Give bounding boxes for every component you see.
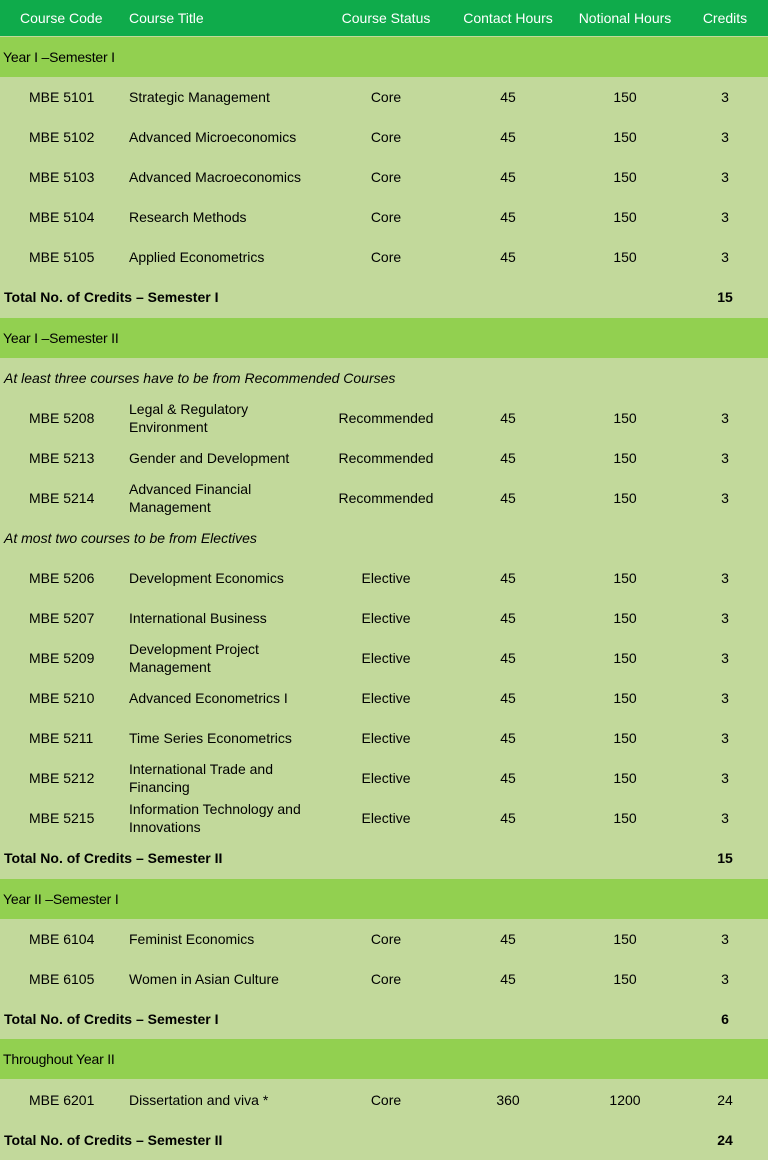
header-course-code: Course Code — [20, 10, 103, 26]
contact-hours: 45 — [500, 690, 516, 706]
course-code: MBE 5103 — [29, 169, 95, 185]
course-status: Recommended — [338, 490, 434, 506]
course-code: MBE 5212 — [29, 770, 95, 786]
course-title: Information Technology and Innovations — [129, 801, 301, 835]
table-row — [0, 197, 768, 237]
contact-hours: 45 — [500, 810, 516, 826]
course-status: Core — [370, 89, 402, 105]
course-code: MBE 5207 — [29, 610, 95, 626]
course-status: Elective — [361, 610, 411, 626]
notional-hours: 150 — [613, 169, 637, 185]
header-course-status: Course Status — [341, 10, 431, 26]
table-row — [0, 919, 768, 959]
total-label: Total No. of Credits – Semester I — [4, 1011, 219, 1027]
section-year1-sem1 — [0, 37, 768, 77]
course-code: MBE 5209 — [29, 650, 95, 666]
contact-hours: 45 — [500, 610, 516, 626]
course-code: MBE 5102 — [29, 129, 95, 145]
notional-hours: 150 — [613, 209, 637, 225]
contact-hours: 45 — [500, 971, 516, 987]
credits: 24 — [717, 1092, 733, 1108]
notional-hours: 150 — [613, 490, 637, 506]
header-notional-hours: Notional Hours — [578, 10, 672, 26]
course-status: Elective — [361, 770, 411, 786]
credits: 3 — [721, 690, 729, 706]
course-title: Advanced Microeconomics — [129, 129, 297, 145]
course-title: Gender and Development — [129, 450, 290, 466]
course-code: MBE 5101 — [29, 89, 95, 105]
table-row — [0, 638, 768, 678]
course-status: Elective — [361, 570, 411, 586]
course-status: Core — [370, 931, 402, 947]
table-row — [0, 598, 768, 638]
notional-hours: 150 — [613, 610, 637, 626]
course-code: MBE 5213 — [29, 450, 95, 466]
notional-hours: 150 — [613, 650, 637, 666]
course-status: Core — [370, 169, 402, 185]
credits: 3 — [721, 249, 729, 265]
note-recommended: At least three courses have to be from Recommended Courses — [4, 370, 396, 386]
table-row — [0, 758, 768, 798]
course-title: Advanced Econometrics I — [129, 690, 288, 706]
course-status: Core — [370, 209, 402, 225]
header-course-title: Course Title — [129, 10, 204, 26]
credits: 3 — [721, 209, 729, 225]
contact-hours: 45 — [500, 570, 516, 586]
credits: 3 — [721, 169, 729, 185]
total-credits: 6 — [721, 1011, 729, 1027]
notional-hours: 150 — [613, 931, 637, 947]
section-label: Year I –Semester II — [3, 330, 119, 346]
table-row — [0, 1080, 768, 1120]
course-title: Advanced Financial Management — [129, 481, 252, 515]
course-title: Feminist Economics — [129, 931, 255, 947]
course-status: Core — [370, 1092, 402, 1108]
total-credits: 15 — [717, 289, 733, 305]
course-title: Development Economics — [129, 570, 284, 586]
course-code: MBE 5211 — [29, 730, 94, 746]
note-electives: At most two courses to be from Electives — [4, 530, 257, 546]
section-label: Throughout Year II — [3, 1051, 115, 1067]
credits: 3 — [721, 610, 729, 626]
contact-hours: 45 — [500, 931, 516, 947]
total-credits: 15 — [717, 850, 733, 866]
table-row — [0, 438, 768, 478]
credits: 3 — [721, 730, 729, 746]
course-status: Core — [370, 129, 402, 145]
notional-hours: 150 — [613, 971, 637, 987]
credits: 3 — [721, 89, 729, 105]
notional-hours: 150 — [613, 730, 637, 746]
course-status: Core — [370, 249, 402, 265]
credits: 3 — [721, 450, 729, 466]
credits: 3 — [721, 931, 729, 947]
course-status: Elective — [361, 810, 411, 826]
table-row — [0, 558, 768, 598]
course-title: Legal & Regulatory Environment — [129, 401, 249, 435]
course-code: MBE 5208 — [29, 410, 95, 426]
contact-hours: 45 — [500, 249, 516, 265]
table-row — [0, 959, 768, 999]
total-row — [0, 838, 768, 878]
credits: 3 — [721, 971, 729, 987]
contact-hours: 45 — [500, 490, 516, 506]
notional-hours: 150 — [613, 450, 637, 466]
course-code: MBE 5214 — [29, 490, 95, 506]
course-code: MBE 6201 — [29, 1092, 95, 1108]
course-title: Strategic Management — [129, 89, 270, 105]
table-row — [0, 117, 768, 157]
course-status: Elective — [361, 690, 411, 706]
table-row — [0, 77, 768, 117]
total-row — [0, 1120, 768, 1160]
notional-hours: 150 — [613, 570, 637, 586]
section-label: Year I –Semester I — [3, 49, 115, 65]
contact-hours: 45 — [500, 209, 516, 225]
table-header — [0, 0, 768, 36]
contact-hours: 45 — [500, 169, 516, 185]
contact-hours: 45 — [500, 770, 516, 786]
note-row — [0, 518, 768, 558]
course-status: Elective — [361, 730, 411, 746]
course-status: Core — [370, 971, 402, 987]
section-year1-sem2 — [0, 318, 768, 358]
table-row — [0, 478, 768, 518]
course-code: MBE 6104 — [29, 931, 95, 947]
contact-hours: 45 — [500, 410, 516, 426]
course-code: MBE 5210 — [29, 690, 95, 706]
course-title: Time Series Econometrics — [129, 730, 292, 746]
course-code: MBE 5105 — [29, 249, 95, 265]
course-title: Advanced Macroeconomics — [129, 169, 301, 185]
total-label: Total No. of Credits – Semester I — [4, 289, 219, 305]
course-title: Research Methods — [129, 209, 247, 225]
credits: 3 — [721, 770, 729, 786]
section-year2-throughout — [0, 1039, 768, 1079]
notional-hours: 1200 — [609, 1092, 641, 1108]
table-row — [0, 678, 768, 718]
course-title: Dissertation and viva * — [129, 1092, 269, 1108]
credits: 3 — [721, 490, 729, 506]
course-code: MBE 5215 — [29, 810, 95, 826]
credits: 3 — [721, 570, 729, 586]
course-title: Women in Asian Culture — [129, 971, 279, 987]
table-row — [0, 237, 768, 277]
table-row — [0, 718, 768, 758]
header-contact-hours: Contact Hours — [463, 10, 553, 26]
notional-hours: 150 — [613, 770, 637, 786]
course-code: MBE 6105 — [29, 971, 95, 987]
notional-hours: 150 — [613, 249, 637, 265]
note-row — [0, 358, 768, 398]
contact-hours: 45 — [500, 450, 516, 466]
notional-hours: 150 — [613, 810, 637, 826]
course-code: MBE 5104 — [29, 209, 95, 225]
header-credits: Credits — [702, 10, 748, 26]
notional-hours: 150 — [613, 129, 637, 145]
section-year2-sem1 — [0, 879, 768, 919]
course-title: International Trade and Financing — [129, 761, 273, 795]
table-row — [0, 157, 768, 197]
contact-hours: 45 — [500, 129, 516, 145]
contact-hours: 45 — [500, 89, 516, 105]
total-row — [0, 999, 768, 1039]
total-row — [0, 277, 768, 317]
notional-hours: 150 — [613, 89, 637, 105]
section-label: Year II –Semester I — [3, 891, 119, 907]
course-status: Elective — [361, 650, 411, 666]
total-label: Total No. of Credits – Semester II — [4, 850, 223, 866]
table-row — [0, 398, 768, 438]
credits: 3 — [721, 129, 729, 145]
contact-hours: 360 — [496, 1092, 520, 1108]
course-status: Recommended — [338, 450, 434, 466]
credits: 3 — [721, 810, 729, 826]
total-credits: 24 — [717, 1132, 733, 1148]
course-title: Applied Econometrics — [129, 249, 265, 265]
total-label: Total No. of Credits – Semester II — [4, 1132, 223, 1148]
credits: 3 — [721, 410, 729, 426]
notional-hours: 150 — [613, 690, 637, 706]
credits: 3 — [721, 650, 729, 666]
course-code: MBE 5206 — [29, 570, 95, 586]
notional-hours: 150 — [613, 410, 637, 426]
course-status: Recommended — [338, 410, 434, 426]
course-title: International Business — [129, 610, 267, 626]
contact-hours: 45 — [500, 650, 516, 666]
table-row — [0, 798, 768, 838]
contact-hours: 45 — [500, 730, 516, 746]
course-title: Development Project Management — [129, 641, 259, 675]
